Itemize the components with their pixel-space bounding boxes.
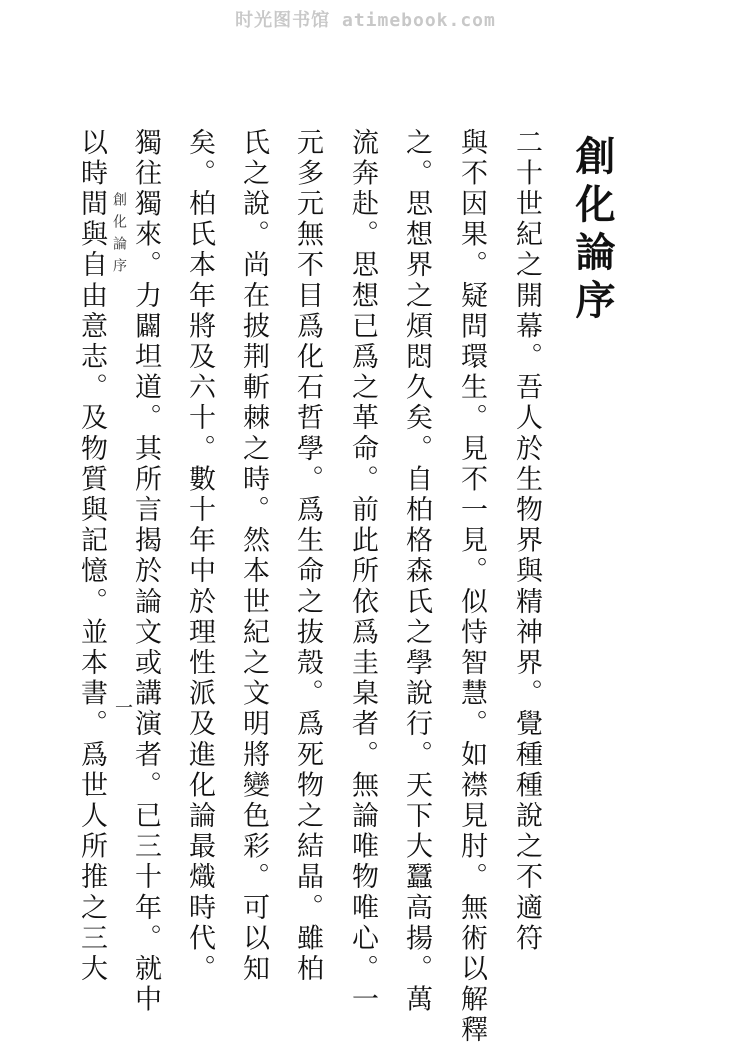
page-title: 創化論序 (569, 135, 616, 327)
text-column-5: 元多元無不目爲化石哲學。爲生命之抜殼。爲死物之結晶。雖柏 (292, 128, 323, 985)
text-column-3: 之。思想界之煩悶久矣。自柏格森氏之學說行。天下大蠶高揚。萬 (401, 128, 432, 1016)
text-column-1: 二十世紀之開幕。吾人於生物界與精神界。覺種種說之不適符 (511, 128, 542, 955)
watermark: 时光图书馆 atimebook.com (235, 10, 496, 31)
text-column-4: 流奔赴。思想已爲之革命。前此所依爲圭臬者。無論唯物唯心。一 (347, 128, 378, 1016)
text-column-2: 與不因果。疑問環生。見不一見。似恃智慧。如襟見肘。無術以解釋 (456, 128, 487, 1046)
page-number: 一 (112, 698, 133, 716)
running-header: 創化論序 (111, 192, 127, 280)
text-column-9: 以時間與自由意志。及物質與記憶。並本書。爲世人所推之三大 (76, 128, 107, 985)
text-column-6: 氏之說。尚在披荆斬棘之時。然本世紀之文明將變色彩。可以知 (238, 128, 269, 985)
text-column-8: 獨往獨來。力闢坦道。其所言揭於論文或講演者。已三十年。就中 (130, 128, 161, 1016)
text-column-7: 矣。柏氏本年將及六十。數十年中於理性派及進化論最熾時代。 (184, 128, 215, 985)
